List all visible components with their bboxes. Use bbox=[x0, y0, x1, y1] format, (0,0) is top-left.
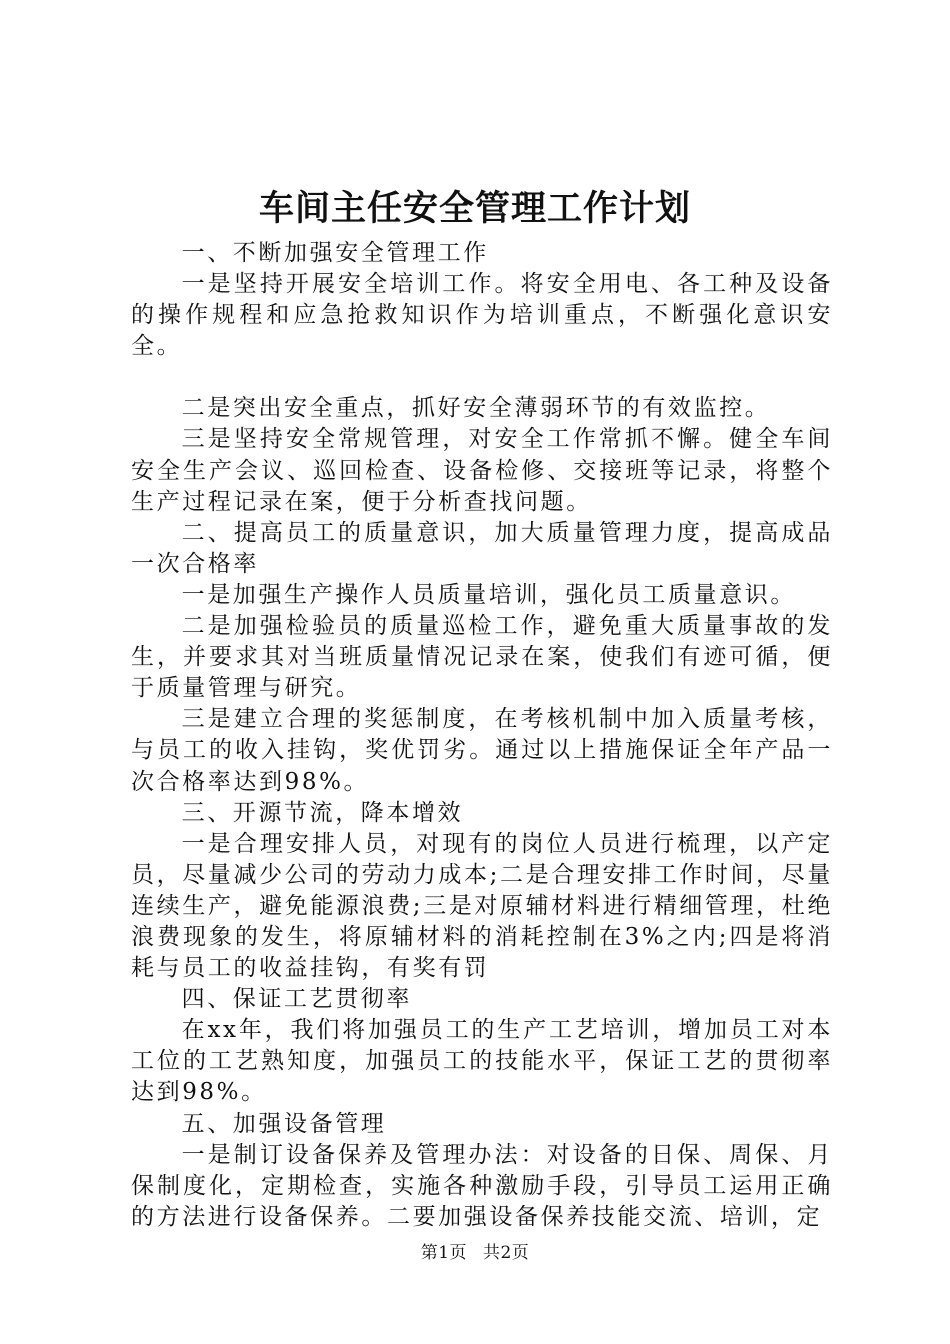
paragraph: 一是坚持开展安全培训工作。将安全用电、各工种及设备的操作规程和应急抢救知识作为培训重点，不断强化意识安全。 bbox=[131, 271, 833, 360]
section-heading-4: 四、保证工艺贯彻率 bbox=[181, 986, 412, 1013]
page-number: 第1页 bbox=[420, 1243, 468, 1263]
paragraph: 在xx年，我们将加强员工的生产工艺培训，增加员工对本工位的工艺熟知度，加强员工的技能水平，保证工艺的贯彻率达到98%。 bbox=[131, 1017, 833, 1106]
paragraph: 一是制订设备保养及管理办法：对设备的日保、周保、月保制度化，定期检查，实施各种激励手段，引导员工运用正确的方法进行设备保养。二要加强设备保养技能交流、培训，定 bbox=[131, 1141, 833, 1230]
section-heading-5: 五、加强设备管理 bbox=[181, 1110, 387, 1137]
section-heading-3: 三、开源节流，降本增效 bbox=[181, 799, 464, 826]
document-title: 车间主任安全管理工作计划 bbox=[258, 188, 691, 229]
paragraph: 二是突出安全重点，抓好安全薄弱环节的有效监控。 bbox=[181, 395, 771, 422]
page-footer bbox=[0, 1242, 950, 1264]
paragraph: 三是建立合理的奖惩制度，在考核机制中加入质量考核，与员工的收入挂钩，奖优罚劣。通过以上措施保证全年产品一次合格率达到98%。 bbox=[131, 706, 833, 795]
page-total: 共2页 bbox=[482, 1243, 530, 1263]
section-heading-2: 二、提高员工的质量意识，加大质量管理力度，提高成品一次合格率 bbox=[131, 519, 833, 577]
paragraph: 一是加强生产操作人员质量培训，强化员工质量意识。 bbox=[181, 581, 796, 608]
section-heading-1: 一、不断加强安全管理工作 bbox=[181, 240, 489, 266]
paragraph: 三是坚持安全常规管理，对安全工作常抓不懈。健全车间安全生产会议、巡回检查、设备检修、交接班等记录，将整个生产过程记录在案，便于分析查找问题。 bbox=[131, 426, 833, 515]
paragraph: 二是加强检验员的质量巡检工作，避免重大质量事故的发生，并要求其对当班质量情况记录在案，使我们有迹可循，便于质量管理与研究。 bbox=[131, 613, 833, 702]
paragraph: 一是合理安排人员，对现有的岗位人员进行梳理，以产定员，尽量减少公司的劳动力成本;二是合理安排工作时间，尽量连续生产，避免能源浪费;三是对原辅材料进行精细管理，杜绝浪费现象的发生，将原辅材料的消耗控制在3%之内;四是将消耗与员工的收益挂钩，有奖有罚 bbox=[131, 830, 833, 982]
document-body bbox=[131, 238, 833, 1233]
